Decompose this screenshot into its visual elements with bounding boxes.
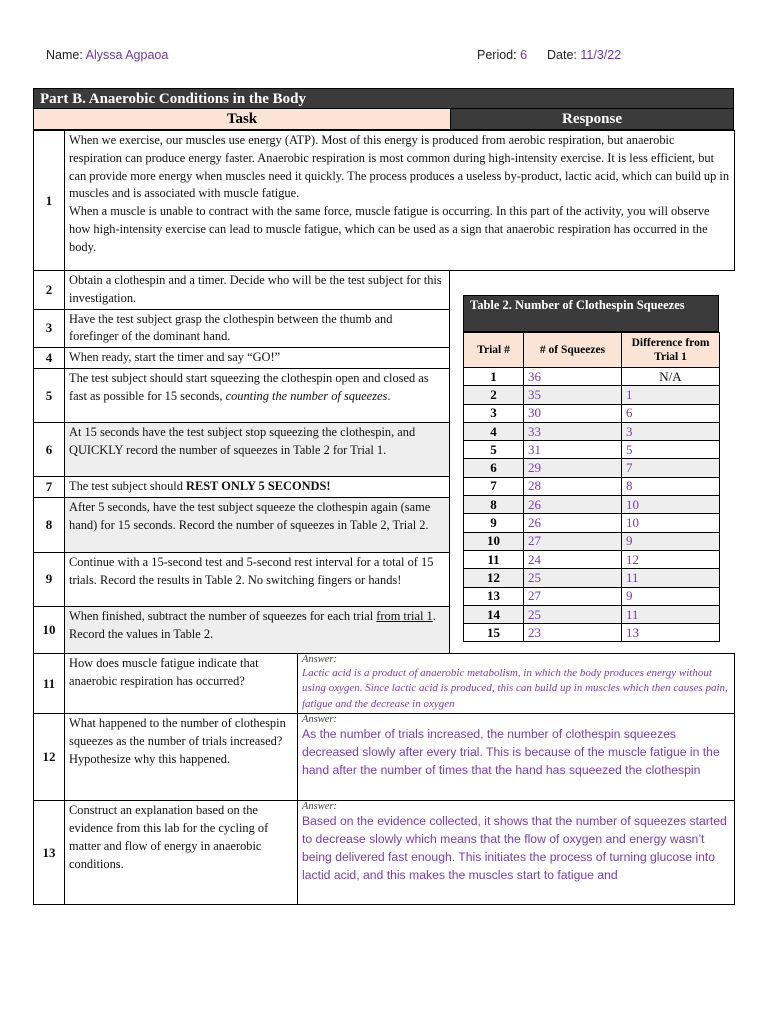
squeezes-cell[interactable]: 36	[524, 368, 622, 386]
task-row	[34, 131, 735, 271]
column-headers	[33, 109, 734, 130]
squeezes-cell[interactable]: 26	[524, 514, 622, 532]
part-title: Part B. Anaerobic Conditions in the Body	[33, 88, 734, 109]
step-number: 2	[34, 271, 65, 310]
answer-label: Answer:	[302, 801, 337, 813]
trial-number: 12	[464, 569, 524, 587]
difference-cell[interactable]: 11	[622, 569, 720, 587]
squeezes-cell[interactable]: 27	[524, 587, 622, 605]
step-text: After 5 seconds, have the test subject squeeze the clothespin again (same hand) for 15 seconds. Record the number of squeezes in Table 2, Trial 2.	[65, 497, 450, 552]
table2-row	[464, 368, 720, 386]
trial-number: 13	[464, 587, 524, 605]
trial-number: 3	[464, 404, 524, 422]
question-row	[34, 801, 735, 905]
difference-cell[interactable]: 8	[622, 477, 720, 495]
table2-row	[464, 532, 720, 550]
squeezes-cell[interactable]: 30	[524, 404, 622, 422]
answer-box[interactable]	[298, 653, 735, 714]
question-text: Construct an explanation based on the evidence from this lab for the cycling of matter and flow of energy in anaerobic conditions.	[65, 801, 298, 905]
difference-cell[interactable]: 6	[622, 404, 720, 422]
step-number: 5	[34, 368, 65, 422]
step-text-underline: from trial 1	[376, 608, 433, 623]
table2-row	[464, 550, 720, 568]
step-text	[65, 606, 450, 653]
squeezes-cell[interactable]: 25	[524, 569, 622, 587]
squeezes-cell[interactable]: 33	[524, 422, 622, 440]
question-text: What happened to the number of clothespin squeezes as the number of trials increased? Hypothesize why this happened.	[65, 714, 298, 801]
difference-cell[interactable]: 11	[622, 605, 720, 623]
table2-row	[464, 496, 720, 514]
step-text	[65, 476, 450, 497]
step-text: Continue with a 15-second test and 5-second rest interval for a total of 15 trials. Record the results in Table 2. No switching fingers or hands!	[65, 552, 450, 606]
date-label: Date:	[547, 48, 577, 62]
squeezes-cell[interactable]: 35	[524, 386, 622, 404]
squeezes-cell[interactable]: 28	[524, 477, 622, 495]
table2-row	[464, 404, 720, 422]
col-squeezes-header: # of Squeezes	[524, 333, 622, 368]
trial-number: 9	[464, 514, 524, 532]
step-text-bold: REST ONLY 5 SECONDS!	[186, 478, 331, 493]
answer-label: Answer:	[302, 653, 337, 665]
difference-cell[interactable]: 7	[622, 459, 720, 477]
squeezes-cell[interactable]: 25	[524, 605, 622, 623]
squeezes-cell[interactable]: 24	[524, 550, 622, 568]
step-text-main: The test subject should	[69, 478, 187, 493]
step-number: 4	[34, 348, 65, 369]
task-header: Task	[34, 109, 451, 129]
difference-cell[interactable]: 10	[622, 514, 720, 532]
table2-grid	[463, 332, 720, 642]
step-text	[65, 368, 450, 422]
trial-number: 8	[464, 496, 524, 514]
table2-row	[464, 569, 720, 587]
trial-number: 15	[464, 624, 524, 642]
step-number: 9	[34, 552, 65, 606]
table2-row	[464, 422, 720, 440]
step-text-end: . Record the values in Table 2.	[69, 608, 436, 641]
table2-row	[464, 624, 720, 642]
trial-number: 6	[464, 459, 524, 477]
squeezes-cell[interactable]: 29	[524, 459, 622, 477]
table2-row	[464, 477, 720, 495]
answer-text: Based on the evidence collected, it shows that the number of squeezes started to decrease slowly which means that the flow of oxygen and energy wasn’t being delivered fast enough. This initiates the process of turning glucose into lactid acid, and this makes the muscles start to fatigue and	[302, 814, 727, 882]
step-number: 6	[34, 422, 65, 476]
difference-cell[interactable]: 3	[622, 422, 720, 440]
table2	[463, 295, 719, 642]
response-header: Response	[451, 109, 733, 129]
period-field	[477, 48, 527, 62]
difference-cell[interactable]: 13	[622, 624, 720, 642]
squeezes-cell[interactable]: 26	[524, 496, 622, 514]
step-number: 10	[34, 606, 65, 653]
difference-cell[interactable]: 9	[622, 587, 720, 605]
trial-number: 5	[464, 441, 524, 459]
difference-cell[interactable]: N/A	[622, 368, 720, 386]
answer-box[interactable]	[298, 801, 735, 905]
trial-number: 4	[464, 422, 524, 440]
question-number: 13	[34, 801, 65, 905]
trial-number: 2	[464, 386, 524, 404]
table2-caption: Table 2. Number of Clothespin Squeezes	[463, 295, 719, 332]
squeezes-cell[interactable]: 31	[524, 441, 622, 459]
intro-paragraph: When we exercise, our muscles use energy (ATP). Most of this energy is produced from aerobic respiration, but anaerobic respiration can produce energy faster. Anaerobic respiration is most common during high-intensity exercise. It is less efficient, but can provide more energy when muscles need it quickly. The process produces a useless by-product, lactic acid, which can build up in muscles and is associated with muscle fatigue.	[69, 133, 730, 201]
difference-cell[interactable]: 12	[622, 550, 720, 568]
step-text	[65, 131, 735, 271]
period-value: 6	[520, 48, 528, 62]
intro-paragraph-2: When a muscle is unable to contract with the same force, muscle fatigue is occurring. In this part of the activity, you will observe how high-intensity exercise can lead to muscle fatigue, which can be used as a sign that anaerobic respiration has occurred in the body.	[69, 204, 710, 254]
table2-row	[464, 459, 720, 477]
step-text: Have the test subject grasp the clothespin between the thumb and forefinger of the dominant hand.	[65, 309, 450, 348]
period-label: Period:	[477, 48, 517, 62]
col-diff-header: Difference from Trial 1	[622, 333, 720, 368]
table2-row	[464, 587, 720, 605]
question-number: 11	[34, 653, 65, 714]
name-field	[46, 48, 168, 62]
answer-label: Answer:	[302, 714, 337, 726]
trial-number: 1	[464, 368, 524, 386]
difference-cell[interactable]: 10	[622, 496, 720, 514]
step-text-main: The test subject should start squeezing the clothespin open and closed as fast as possible for 15 seconds,	[69, 370, 429, 403]
step-text-main: When finished, subtract the number of squeezes for each trial	[69, 608, 377, 623]
trial-number: 10	[464, 532, 524, 550]
squeezes-cell[interactable]: 27	[524, 532, 622, 550]
difference-cell[interactable]: 5	[622, 441, 720, 459]
step-text: When ready, start the timer and say “GO!”	[65, 348, 450, 369]
name-label: Name:	[46, 48, 83, 62]
step-number: 8	[34, 497, 65, 552]
step-number: 1	[34, 131, 65, 271]
name-value: Alyssa Agpaoa	[85, 48, 169, 62]
trial-number: 7	[464, 477, 524, 495]
answer-box[interactable]	[298, 714, 735, 801]
trial-number: 14	[464, 605, 524, 623]
answer-text: Lactic acid is a product of anaerobic metabolism, in which the body produces energy without using oxygen. Since lactic acid is produced, this can build up in muscles which then causes pain, fatigue and the decrease in oxygen	[302, 666, 728, 710]
trial-number: 11	[464, 550, 524, 568]
step-number: 3	[34, 309, 65, 348]
question-row	[34, 714, 735, 801]
difference-cell[interactable]: 1	[622, 386, 720, 404]
squeezes-cell[interactable]: 23	[524, 624, 622, 642]
table2-row	[464, 441, 720, 459]
question-text: How does muscle fatigue indicate that anaerobic respiration has occurred?	[65, 653, 298, 714]
question-number: 12	[34, 714, 65, 801]
answer-text: As the number of trials increased, the number of clothespin squeezes decreased slowly after every trial. This is because of the muscle fatigue in the hand after the number of times that the hand has squeezed the clothespin	[302, 727, 720, 777]
col-trial-header: Trial #	[464, 333, 524, 368]
step-text: Obtain a clothespin and a timer. Decide who will be the test subject for this investigation.	[65, 271, 450, 310]
date-field	[547, 48, 621, 62]
table2-row	[464, 514, 720, 532]
date-value: 11/3/22	[580, 48, 622, 62]
step-text-end: .	[387, 388, 391, 403]
question-row	[34, 653, 735, 714]
difference-cell[interactable]: 9	[622, 532, 720, 550]
step-text-italic: counting the number of squeezes	[225, 388, 388, 403]
table2-row	[464, 605, 720, 623]
step-text: At 15 seconds have the test subject stop squeezing the clothespin, and QUICKLY record the number of squeezes in Table 2 for Trial 1.	[65, 422, 450, 476]
table2-row	[464, 386, 720, 404]
step-number: 7	[34, 476, 65, 497]
